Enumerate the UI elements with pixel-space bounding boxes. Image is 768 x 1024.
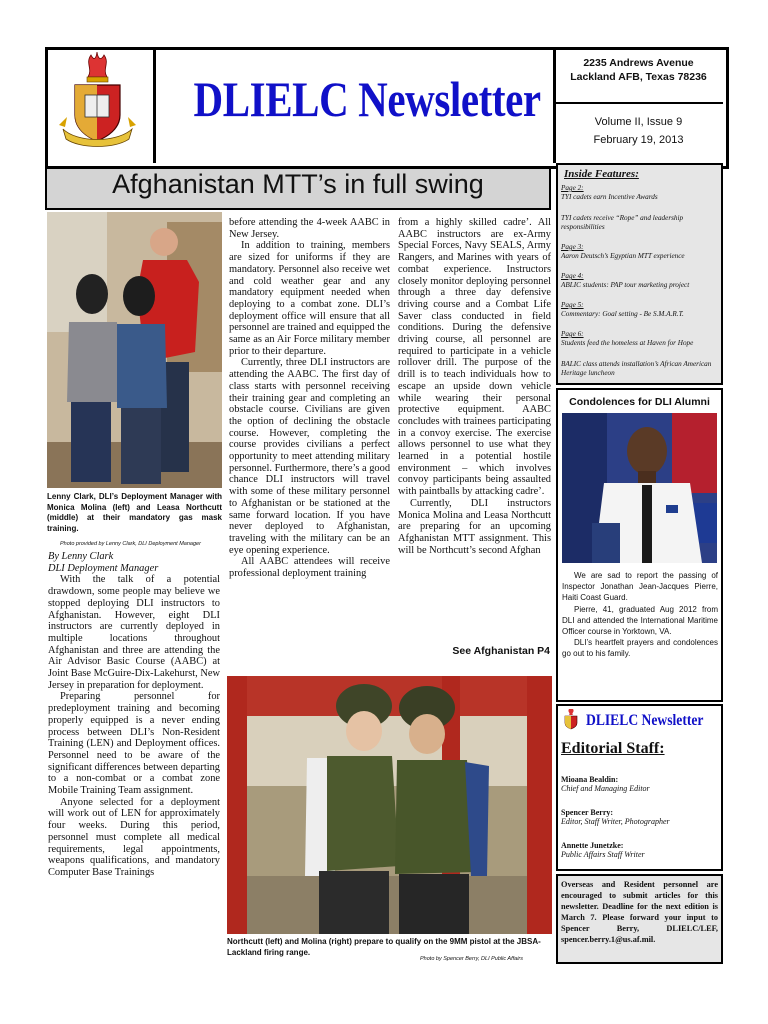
volume-issue: Volume II, Issue 9 xyxy=(594,116,683,128)
inside-item[interactable] xyxy=(561,301,719,318)
firing-range-photo-image xyxy=(227,676,552,934)
inside-item[interactable] xyxy=(561,360,719,377)
staff-role: Editor, Staff Writer, Photographer xyxy=(561,817,670,826)
paragraph: Currently, DLI instructors Monica Molina and Leasa Northcutt are preparing for an upcoming Afghanistan MTT assignment. This will be Northcutt’s second Afghan xyxy=(398,497,551,556)
paragraph: Pierre, 41, graduated Aug 2012 from DLI and attended the International Maritime Officer course in Yorktown, VA. xyxy=(562,604,718,637)
photo-firing-range xyxy=(227,676,552,934)
paragraph: Currently, three DLI instructors are attending the AABC. The first day of class starts with personnel receiving their training gear and completing an obstacle course. Civilians are given the option of declining the obstacle course. However, completing the course provides civilians a perfect opportunity to meet attending military personnel. Furthermore, there’s a good chance DLI instructors will travel with some of these military personnel to Afghanistan or be stationed at the same forward location. If you have never deployed to Afghanistan, traveling with the military can be an eye opening experience. xyxy=(229,357,391,556)
inside-text: ABLIC students: PAP tour marketing project xyxy=(561,280,690,289)
inside-item[interactable] xyxy=(561,243,719,260)
paragraph: before attending the 4-week AABC in New Jersey. xyxy=(229,217,390,240)
photo-inspector-pierre xyxy=(562,413,717,563)
inside-item[interactable] xyxy=(561,272,719,289)
inside-text: BALIC class attends installation’s African American Heritage luncheon xyxy=(561,360,712,377)
headline: Afghanistan MTT’s in full swing xyxy=(112,169,484,199)
condolences-title: Condolences for DLI Alumni xyxy=(569,396,710,408)
staff-member xyxy=(561,775,650,793)
photo1-credit: Photo provided by Lenny Clark, DLI Deployment Manager xyxy=(60,541,201,547)
staff-role: Public Affairs Staff Writer xyxy=(561,850,645,859)
logo-cell xyxy=(45,47,156,163)
editorial-heading: Editorial Staff: xyxy=(561,740,665,757)
paragraph: DLI’s heartfelt prayers and condolences go out to his family. xyxy=(562,638,718,659)
article-column-3 xyxy=(398,217,551,556)
inside-item[interactable] xyxy=(561,330,719,347)
inside-page: Page 3: xyxy=(561,243,584,251)
paragraph: Preparing personnel for predeployment training and becoming properly equipped is a never ending process between DLI’s Non-Resident Training (LEN) and Deployment offices. Personnel need to be aware of the significant differences between departing to a non-combat or a combat zone Mobile Training Team assignment. xyxy=(48,691,220,797)
staff-member xyxy=(561,808,670,826)
photo2-caption: Northcutt (left) and Molina (right) prepare to qualify on the 9MM pistol at the JBSA-Lackland firing range. xyxy=(227,937,541,957)
inside-text: Aaron Deutsch’s Egyptian MTT experience xyxy=(561,251,685,260)
inside-text: TYI cadets receive “Rope” and leadership responsibilities xyxy=(561,214,684,231)
staff-role: Chief and Managing Editor xyxy=(561,784,650,793)
byline-title: DLI Deployment Manager xyxy=(48,562,159,574)
inside-features-title: Inside Features: xyxy=(564,168,639,180)
paragraph: With the talk of a potential drawdown, some people may believe we stopped deploying DLI instructors to Afghanistan. However, eight DLI instructors are currently deployed in multiple locations throughout Afghanistan and three are attending the Air Advisor Basic Course (AABC) at Joint Base McGuire-Dix-Lakehurst, New Jersey in preparation for deployment. xyxy=(48,574,220,691)
article-column-2 xyxy=(229,217,390,580)
inside-text: Commentary: Goal setting - Be S.M.A.R.T. xyxy=(561,309,684,318)
staff-name: Annette Junetzke: xyxy=(561,841,624,850)
portrait-image xyxy=(562,413,717,563)
inside-page: Page 6: xyxy=(561,330,584,338)
dli-crest-logo xyxy=(45,47,150,157)
inside-item[interactable] xyxy=(561,214,719,231)
inside-page: Page 4: xyxy=(561,272,584,280)
issue-info xyxy=(556,113,721,149)
inside-page: Page 2: xyxy=(561,184,584,192)
address-line-1: 2235 Andrews Avenue xyxy=(583,57,694,69)
editorial-newsletter-title: DLIELC Newsletter xyxy=(586,712,704,729)
byline-author: By Lenny Clark xyxy=(48,551,114,562)
gas-mask-photo-image xyxy=(47,212,222,488)
paragraph: All AABC attendees will receive professional deployment training xyxy=(229,556,390,580)
photo-gas-mask-training xyxy=(47,212,222,488)
condolences-text xyxy=(562,570,718,660)
photo2-credit: Photo by Spencer Berry, DLI Public Affairs xyxy=(420,956,524,962)
submission-text: Overseas and Resident personnel are encouraged to submit articles for this newsletter. Deadline for the next edition is March 7. Please forward your input to Spencer Berry, DLIELC/LEF, spencer.berry.1@us.af.mil. xyxy=(561,880,718,944)
staff-name: Spencer Berry: xyxy=(561,808,614,817)
small-crest-logo xyxy=(562,708,580,730)
paragraph: Anyone selected for a deployment will work out of LEN for approximately four weeks. During this period, personnel must complete all medical requirements, legal appointments, weapons qualifications, and mandatory Computer Base Trainings xyxy=(48,796,220,878)
address-line-2: Lackland AFB, Texas 78236 xyxy=(570,71,707,83)
inside-item[interactable] xyxy=(561,184,719,201)
inside-page: Page 5: xyxy=(561,301,584,309)
staff-name: Mioana Bealdin: xyxy=(561,775,619,784)
continued-link[interactable]: See Afghanistan P4 xyxy=(452,645,550,657)
issue-date: February 19, 2013 xyxy=(593,134,684,146)
paragraph: In addition to training, members are sized for uniforms if they are mandatory. Personnel also receive wet and cold weather gear and any mandatory equipment needed when deploying to a combat zone. DLI’s deployment office will ensure that all personnel are trained and equipped the same as an Air Force military member prior to their departure. xyxy=(229,240,390,357)
divider xyxy=(556,102,723,104)
inside-text: TYI cadets earn Incentive Awards xyxy=(561,192,658,201)
inside-text: Students feed the homeless at Haven for Hope xyxy=(561,338,694,347)
paragraph: We are sad to report the passing of Inspector Jonathan Jean-Jacques Pierre, Haiti Coast Guard. xyxy=(562,571,718,603)
paragraph: from a highly skilled cadre’. All AABC instructors are ex-Army Special Forces, Navy SEALS, Army Rangers, and Marines with years of combat experience. Instructors closely monitor deploying personnel through a three day defensive driving course and a Combat Life Saver class conducted in field conditions. During the defensive driving course, all personnel are required to participate in a vehicle rollover drill. The purpose of the drill is to teach individuals how to escape an upside down vehicle while wearing their personal protective equipment. AABC concludes with trainees participating in a convoy exercise. The exercise allows personnel to use what they learned in a potential hostile environment – which involves convoy participants being assaulted with paintballs by attacking cadre’. xyxy=(398,217,551,498)
photo1-caption: Lenny Clark, DLI’s Deployment Manager with Monica Molina (left) and Leasa Northcutt (middle) at their mandatory gas mask training. xyxy=(47,492,222,533)
staff-member xyxy=(561,841,645,859)
article-column-1 xyxy=(48,551,220,879)
address xyxy=(556,56,721,84)
newsletter-title: DLIELC Newsletter xyxy=(193,71,541,127)
